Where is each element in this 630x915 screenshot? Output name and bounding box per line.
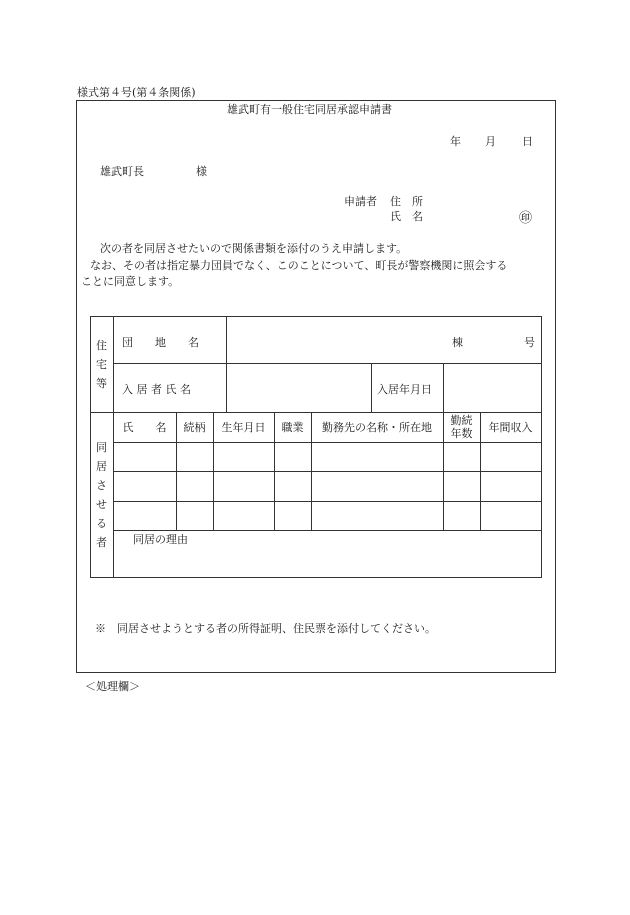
date-month: 月 <box>485 135 496 148</box>
attachment-note: ※ 同居させようとする者の所得証明、住民票を添付してください。 <box>95 622 436 635</box>
applicant-address-label: 住 所 <box>390 195 423 208</box>
form-number: 様式第４号(第４条関係) <box>77 86 196 99</box>
form-title: 雄武町有一般住宅同居承認申請書 <box>227 103 392 116</box>
addressee-name: 雄武町長 <box>100 165 144 178</box>
column-name: 氏 名 <box>122 421 167 434</box>
body-line-1: 次の者を同居させたいので関係書類を添付のうえ申請します。 <box>100 242 408 255</box>
resident-name-label: 入 居 者 氏 名 <box>122 383 191 396</box>
date-day: 日 <box>522 135 533 148</box>
number-label: 号 <box>524 336 535 349</box>
cohabitant-section-label: 同 居 さ せ る 者 <box>96 441 107 549</box>
column-relationship: 続柄 <box>183 421 206 434</box>
column-birthdate: 生年月日 <box>221 421 266 434</box>
column-annual-income: 年間収入 <box>488 421 533 434</box>
move-in-date-label: 入居年月日 <box>377 383 432 396</box>
housing-section-label: 住 宅 等 <box>96 338 107 390</box>
addressee-honorific: 様 <box>196 165 207 178</box>
column-occupation: 職業 <box>281 421 304 434</box>
applicant-name-label: 氏 名 <box>390 210 423 223</box>
body-line-2: なお、その者は指定暴力団員でなく、このことについて、町長が警察機関に照会する <box>90 259 508 272</box>
body-line-3: ことに同意します。 <box>81 275 180 288</box>
building-label: 棟 <box>452 336 463 349</box>
column-workplace: 勤務先の名称・所在地 <box>322 421 432 434</box>
column-years-of-service: 勤続 年数 <box>450 414 473 440</box>
complex-name-label: 団 地 名 <box>122 336 199 349</box>
applicant-label: 申請者 <box>344 195 377 208</box>
processing-section-label: ＜処理欄＞ <box>85 680 140 693</box>
date-year: 年 <box>450 135 461 148</box>
seal-mark: ㊞ <box>519 211 533 226</box>
cohabitation-reason-label: 同居の理由 <box>133 533 188 546</box>
